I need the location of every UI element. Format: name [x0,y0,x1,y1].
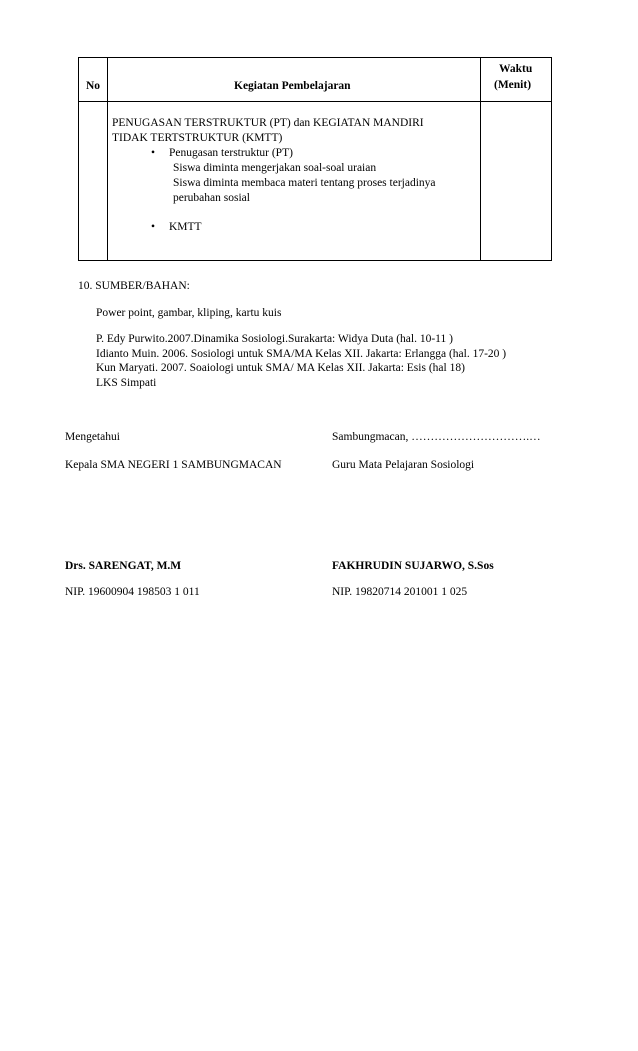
activity-title-line: PENUGASAN TERSTRUKTUR (PT) dan KEGIATAN MANDIRI [112,117,424,129]
header-kegiatan: Kegiatan Pembelajaran [234,80,351,92]
activity-table [78,57,552,261]
header-no: No [86,80,101,92]
reference-item: LKS Simpati [96,376,157,389]
list-item: Siswa diminta membaca materi tentang proses terjadinya [173,177,436,189]
header-waktu: Waktu [499,63,533,75]
bullet-kmtt [151,220,202,235]
reference-item: P. Edy Purwito.2007.Dinamika Sosiologi.Surakarta: Widya Duta (hal. 10-11 ) [96,333,453,345]
sign-right-nip: NIP. 19820714 201001 1 025 [332,586,468,598]
sign-right-name: FAKHRUDIN SUJARWO, S.Sos [332,560,494,572]
bullet-label: Penugasan terstruktur (PT) [169,147,293,159]
activity-title [112,116,424,146]
bullet-pt-items [173,161,436,206]
bullet-icon: • [151,221,156,233]
table-divider [79,101,551,102]
sign-left-role: Kepala SMA NEGERI 1 SAMBUNGMACAN [65,459,282,471]
sign-left-name: Drs. SARENGAT, M.M [65,560,182,572]
reference-item: Idianto Muin. 2006. Sosiologi untuk SMA/MA Kelas XII. Jakarta: Erlangga (hal. 17-20 ) [96,347,507,360]
bullet-label: KMTT [169,221,202,233]
activity-title-line: TIDAK TERTSTRUKTUR (KMTT) [112,132,283,144]
sign-right-place-date: Sambungmacan, ………………………….… [332,431,541,443]
reference-item: Kun Maryati. 2007. Soaiologi untuk SMA/ MA Kelas XII. Jakarta: Esis (hal 18) [96,362,465,374]
table-divider [480,58,481,260]
sign-left-nip: NIP. 19600904 198503 1 011 [65,586,200,598]
bullet-pt [151,146,293,161]
list-item: Siswa diminta mengerjakan soal-soal uraian [173,162,377,174]
bullet-icon: • [151,147,156,159]
header-menit: (Menit) [494,79,532,91]
list-item: perubahan sosial [173,192,250,204]
table-divider [107,58,108,260]
sign-left-label: Mengetahui [65,431,120,443]
sources-media: Power point, gambar, kliping, kartu kuis [96,307,282,319]
reference-list [96,332,506,390]
sign-right-role: Guru Mata Pelajaran Sosiologi [332,459,475,471]
sources-heading: 10. SUMBER/BAHAN: [78,280,190,292]
